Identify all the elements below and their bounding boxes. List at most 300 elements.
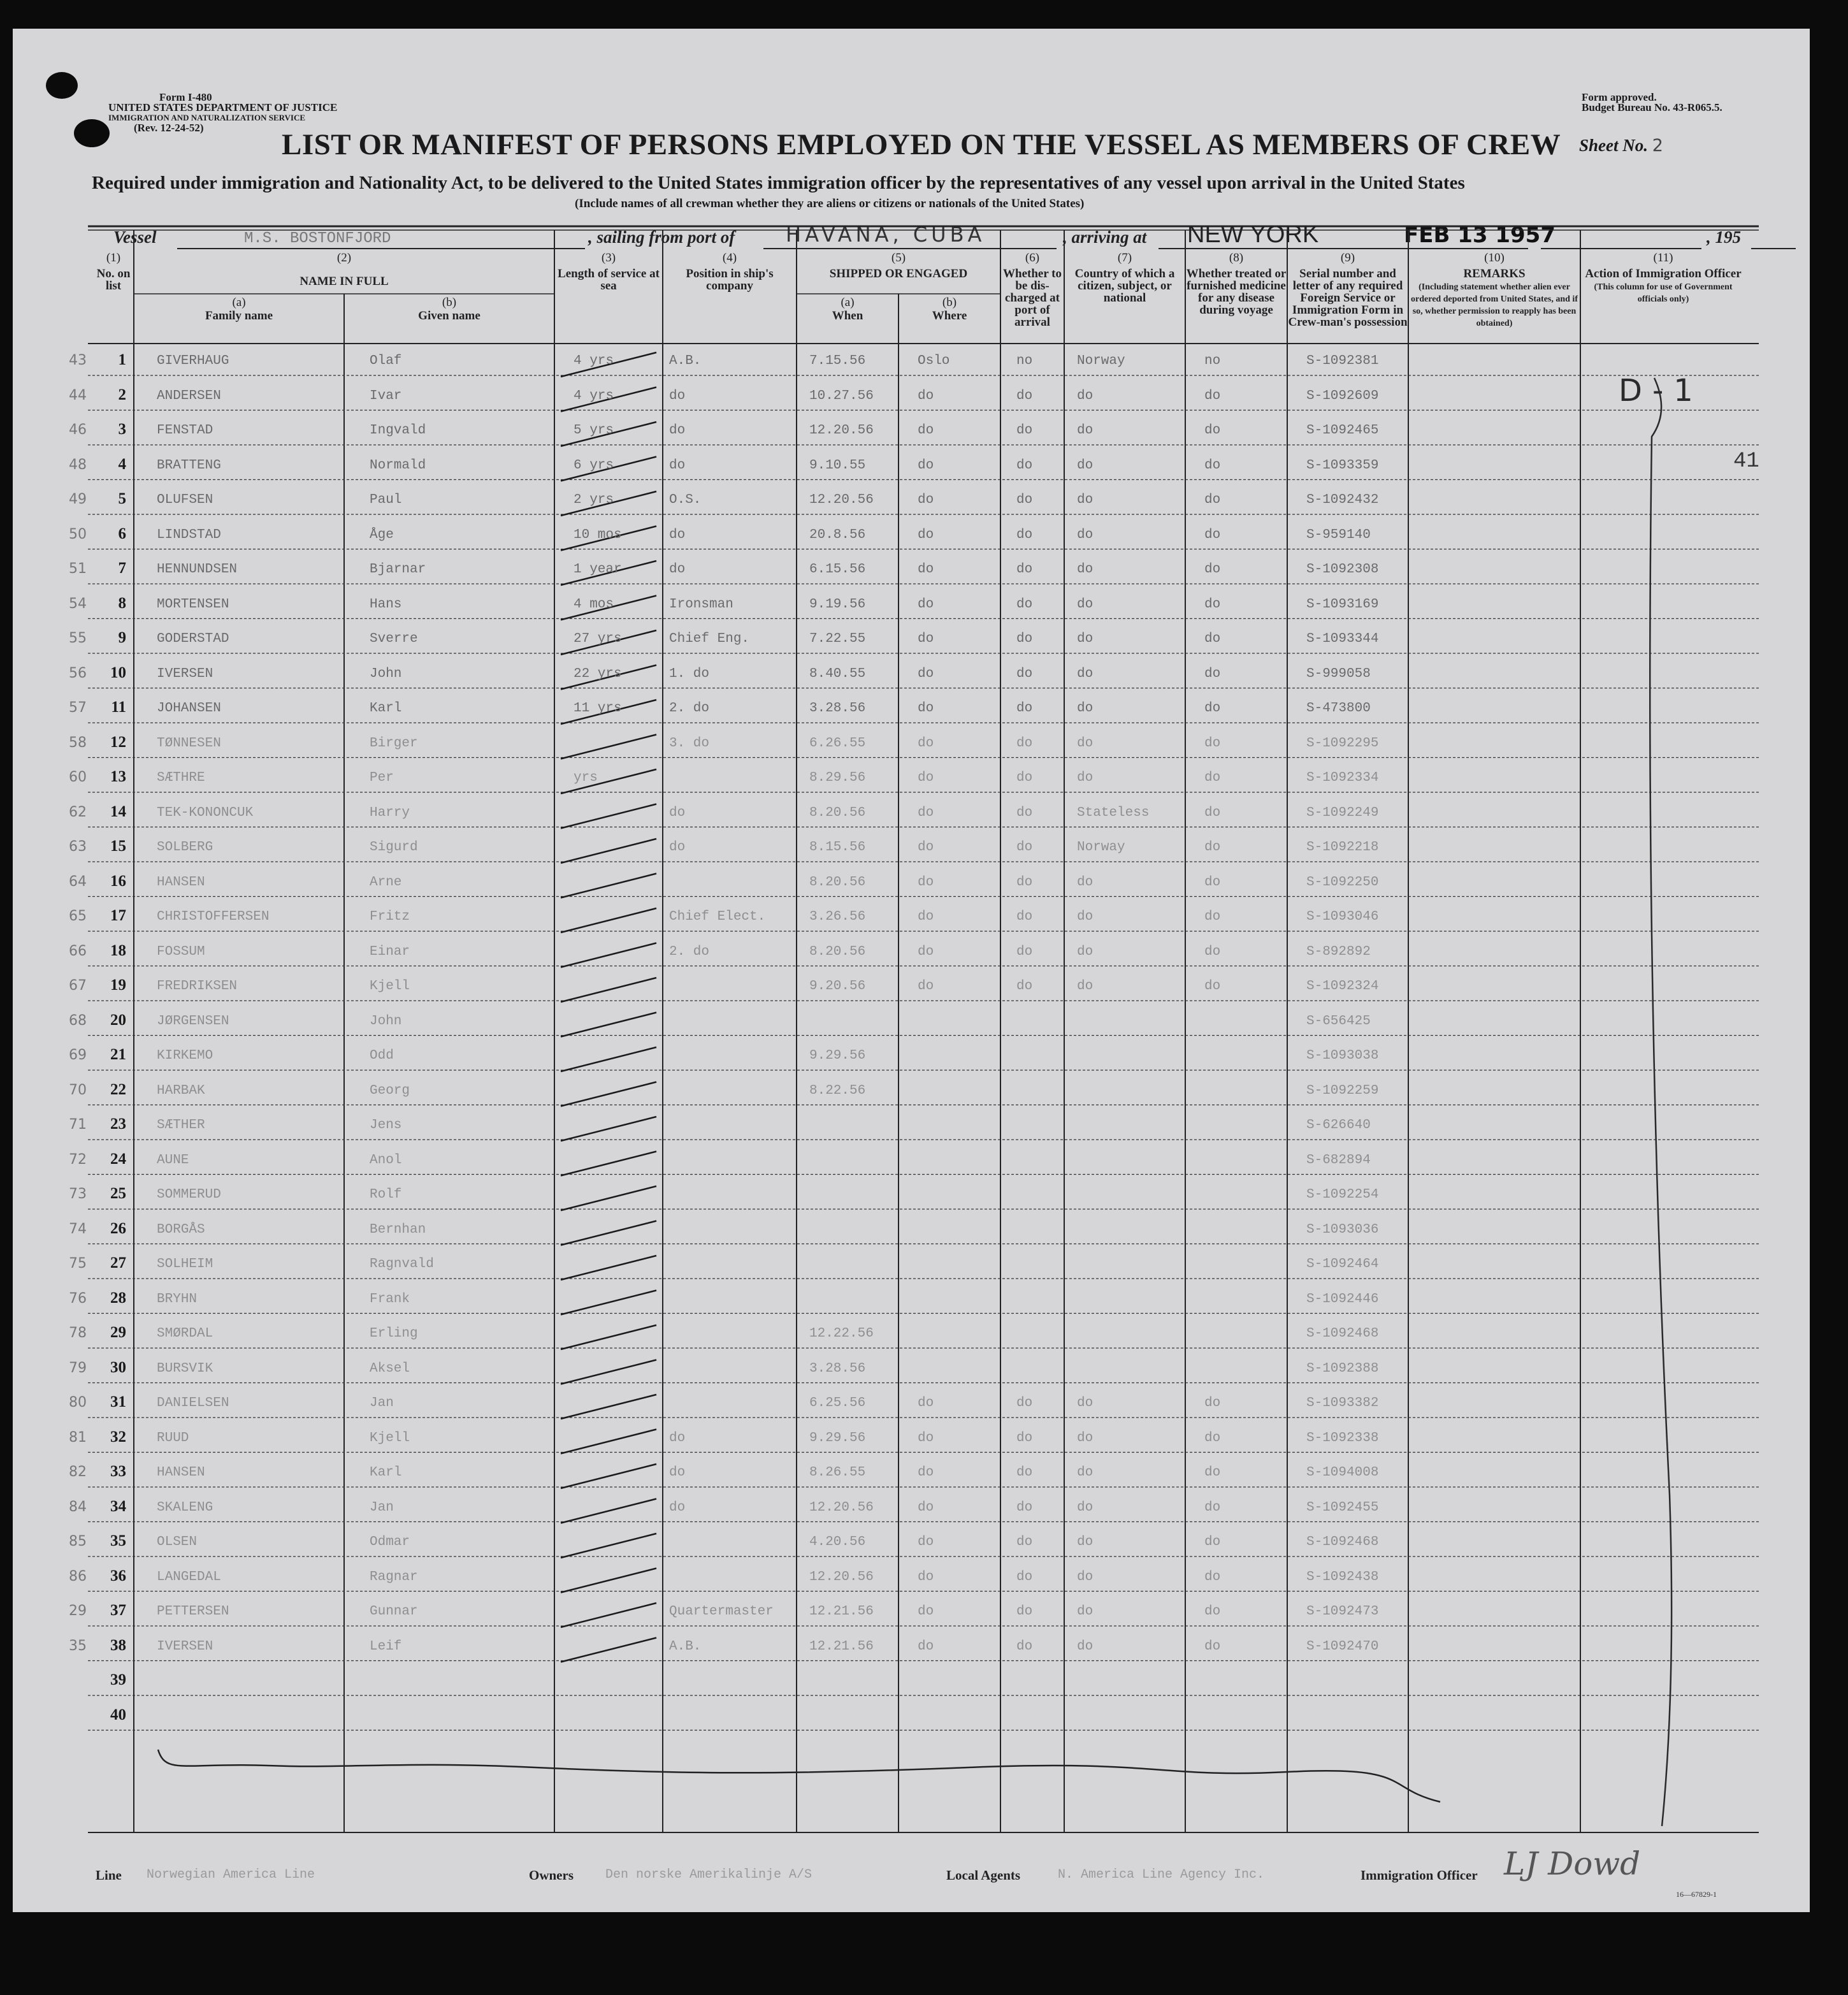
cell-country: do <box>1077 771 1094 785</box>
cell-given: Harry <box>370 805 410 820</box>
cell-where: do <box>918 701 934 716</box>
cell-position: do <box>669 562 686 577</box>
cell-where: do <box>918 1569 934 1585</box>
cell-medicine: do <box>1204 1639 1221 1654</box>
table-row <box>13 1488 1810 1522</box>
cell-given: Jan <box>370 1396 394 1411</box>
table-row <box>13 584 1810 619</box>
cell-family: HANSEN <box>157 874 205 890</box>
table-row <box>13 1522 1810 1556</box>
manifest-sheet <box>13 29 1810 1912</box>
cell-serial: S-1093382 <box>1306 1396 1379 1411</box>
cell-country: do <box>1077 527 1094 542</box>
row-number: 1 <box>118 351 126 368</box>
cell-length: 11 yrs <box>574 701 622 716</box>
pencil-number: 35 <box>69 1637 87 1654</box>
cell-length: 22 yrs <box>574 666 622 681</box>
cell-serial: S-1093038 <box>1306 1048 1379 1063</box>
row-number: 5 <box>118 490 126 507</box>
cell-country: do <box>1077 979 1094 994</box>
pencil-number: 74 <box>69 1221 87 1237</box>
cell-given: Paul <box>370 493 402 507</box>
cell-when: 12.20.56 <box>809 1500 874 1515</box>
cell-family: BRYHN <box>157 1291 198 1307</box>
cell-position: Chief Elect. <box>669 910 766 924</box>
cell-length: 1 year <box>574 562 622 577</box>
cell-medicine: do <box>1204 805 1221 820</box>
cell-country: do <box>1077 736 1094 751</box>
col-head-4: (4) Position in ship's company <box>686 251 774 293</box>
cell-discharged: do <box>1016 1500 1033 1515</box>
table-row <box>13 1105 1810 1140</box>
pencil-number: 84 <box>69 1498 87 1515</box>
cell-family: BRATTENG <box>157 458 221 473</box>
row-number: 35 <box>110 1532 126 1549</box>
cell-when: 3.28.56 <box>809 701 866 716</box>
table-row <box>13 1592 1810 1626</box>
table-row <box>13 410 1810 445</box>
cell-where: do <box>918 1639 934 1654</box>
budget-bureau: Budget Bureau No. 43-R065.5. <box>1582 101 1722 113</box>
cell-given: Åge <box>370 527 394 542</box>
cell-serial: S-1092218 <box>1306 840 1379 855</box>
pencil-number: 68 <box>69 1012 87 1029</box>
cell-given: Jens <box>370 1118 402 1133</box>
table-row <box>13 827 1810 862</box>
pencil-number: 48 <box>69 456 87 473</box>
cell-discharged: do <box>1016 1639 1033 1654</box>
cell-position: do <box>669 805 686 820</box>
pencil-number: 49 <box>69 491 87 507</box>
cell-given: Ingvald <box>370 423 426 438</box>
line-name: Norwegian America Line <box>147 1868 315 1882</box>
cell-family: SMØRDAL <box>157 1326 213 1341</box>
cell-serial: S-1092470 <box>1306 1639 1379 1654</box>
cell-position: Chief Eng. <box>669 632 750 646</box>
cell-discharged: do <box>1016 493 1033 507</box>
table-row <box>13 1314 1810 1348</box>
cell-medicine: do <box>1204 1465 1221 1480</box>
row-number: 26 <box>110 1219 126 1237</box>
cell-where: do <box>918 805 934 820</box>
pencil-number: 63 <box>69 839 87 855</box>
cell-serial: S-999058 <box>1306 666 1371 681</box>
cell-serial: S-656425 <box>1306 1013 1371 1029</box>
cell-length: 4 mos <box>574 597 614 612</box>
cell-given: Erling <box>370 1326 418 1341</box>
row-number: 38 <box>110 1636 126 1654</box>
cell-when: 8.20.56 <box>809 805 866 820</box>
cell-serial: S-1092250 <box>1306 874 1379 890</box>
cell-family: FENSTAD <box>157 423 213 438</box>
vessel-label: Vessel <box>113 228 157 247</box>
cell-country: do <box>1077 1535 1094 1549</box>
table-row <box>13 341 1810 375</box>
cell-family: GIVERHAUG <box>157 354 229 368</box>
cell-medicine: do <box>1204 910 1221 924</box>
col-head-3: (3) Length of service at sea <box>558 251 660 293</box>
cell-given: Kjell <box>370 979 410 994</box>
approval-line: Form approved. <box>1582 91 1657 103</box>
cell-when: 8.26.55 <box>809 1465 866 1480</box>
cell-family: RUUD <box>157 1430 189 1446</box>
department: UNITED STATES DEPARTMENT OF JUSTICE <box>108 101 338 113</box>
cell-position: Ironsman <box>669 597 733 612</box>
cell-given: Ivar <box>370 388 402 403</box>
sailing-label: , sailing from port of <box>588 228 735 247</box>
row-number: 39 <box>110 1671 126 1688</box>
row-number: 19 <box>110 976 126 994</box>
cell-where: do <box>918 423 934 438</box>
cell-where: do <box>918 1465 934 1480</box>
pencil-number: 80 <box>69 1395 87 1411</box>
cell-given: Sigurd <box>370 840 418 855</box>
cell-serial: S-1092308 <box>1306 562 1379 577</box>
cell-serial: S-959140 <box>1306 527 1371 542</box>
table-row <box>13 1418 1810 1453</box>
row-number: 28 <box>110 1289 126 1307</box>
cell-length: 4 yrs <box>574 354 614 368</box>
cell-where: do <box>918 493 934 507</box>
cell-country: do <box>1077 1465 1094 1480</box>
cell-family: SOLBERG <box>157 840 213 855</box>
cell-discharged: do <box>1016 1430 1033 1446</box>
cell-medicine: no <box>1204 354 1221 368</box>
pencil-number: 72 <box>69 1151 87 1168</box>
cell-where: do <box>918 874 934 890</box>
col-head-5b: (b) Where <box>932 296 967 323</box>
cell-given: Karl <box>370 701 402 716</box>
cell-country: do <box>1077 701 1094 716</box>
print-code: 16—67829-1 <box>1676 1890 1717 1899</box>
row-number: 31 <box>110 1393 126 1411</box>
officer-label: Immigration Officer <box>1361 1868 1478 1883</box>
row-number: 12 <box>110 733 126 751</box>
cell-serial: S-1092338 <box>1306 1430 1379 1446</box>
cell-where: do <box>918 666 934 681</box>
cell-when: 9.20.56 <box>809 979 866 994</box>
cell-medicine: do <box>1204 458 1221 473</box>
cell-country: Norway <box>1077 840 1125 855</box>
cell-serial: S-626640 <box>1306 1118 1371 1133</box>
cell-serial: S-1093344 <box>1306 632 1379 646</box>
cell-family: AUNE <box>157 1152 189 1168</box>
pencil-number: 60 <box>69 769 87 785</box>
pencil-number: 85 <box>69 1534 87 1549</box>
cell-given: Gunnar <box>370 1604 418 1619</box>
officer-action-mark: D-1 <box>1619 373 1703 409</box>
cell-when: 8.40.55 <box>809 666 866 681</box>
cell-serial: S-1094008 <box>1306 1465 1379 1480</box>
cell-given: Birger <box>370 736 418 751</box>
arrival-date-stamp: FEB 13 1957 <box>1404 222 1556 248</box>
table-row <box>13 932 1810 966</box>
pencil-number: 55 <box>69 630 87 646</box>
col-head-5: (5) SHIPPED OR ENGAGED <box>829 251 968 280</box>
cell-given: Anol <box>370 1152 402 1168</box>
arriving-label: , arriving at <box>1063 228 1147 247</box>
cell-when: 6.15.56 <box>809 562 866 577</box>
page-title: LIST OR MANIFEST OF PERSONS EMPLOYED ON THE VESSEL AS MEMBERS OF CREW <box>282 128 1561 161</box>
cell-country: do <box>1077 493 1094 507</box>
col-head-7: (7) Country of which a citizen, subject, or national <box>1074 251 1175 305</box>
cell-when: 9.19.56 <box>809 597 866 612</box>
arrival-port: NEW YORK <box>1187 221 1319 248</box>
cell-family: OLUFSEN <box>157 493 213 507</box>
cell-given: Odd <box>370 1048 394 1063</box>
cell-country: do <box>1077 874 1094 890</box>
cell-when: 12.20.56 <box>809 493 874 507</box>
cell-length: 4 yrs <box>574 388 614 403</box>
cell-family: JØRGENSEN <box>157 1013 229 1029</box>
pencil-number: 56 <box>69 665 87 681</box>
row-number: 11 <box>111 699 126 716</box>
cell-medicine: do <box>1204 597 1221 612</box>
row-number: 13 <box>110 768 126 785</box>
cell-serial: S-1092381 <box>1306 354 1379 368</box>
cell-medicine: do <box>1204 493 1221 507</box>
cell-given: John <box>370 666 402 681</box>
cell-discharged: do <box>1016 597 1033 612</box>
cell-length: yrs <box>574 771 598 785</box>
cell-discharged: do <box>1016 979 1033 994</box>
sheet-label: Sheet No. <box>1579 136 1648 155</box>
cell-country: do <box>1077 1604 1094 1619</box>
table-row <box>13 1349 1810 1383</box>
cell-country: Stateless <box>1077 805 1150 820</box>
cell-serial: S-1092609 <box>1306 388 1379 403</box>
cell-position: 3. do <box>669 736 710 751</box>
cell-medicine: do <box>1204 527 1221 542</box>
cell-where: do <box>918 1500 934 1515</box>
cell-medicine: do <box>1204 874 1221 890</box>
cell-length: 2 yrs <box>574 493 614 507</box>
cell-country: do <box>1077 388 1094 403</box>
table-row <box>13 1661 1810 1695</box>
cell-position: 2. do <box>669 944 710 959</box>
row-number: 29 <box>110 1324 126 1341</box>
row-number: 36 <box>110 1567 126 1585</box>
cell-where: Oslo <box>918 354 950 368</box>
cell-family: HANSEN <box>157 1465 205 1480</box>
cell-discharged: do <box>1016 840 1033 855</box>
col-head-8: (8) Whether treated or furnished medicine for any disease during voyage <box>1186 251 1287 317</box>
pencil-number: 79 <box>69 1360 87 1376</box>
pencil-number: 78 <box>69 1325 87 1341</box>
cell-length: 10 mos <box>574 527 622 542</box>
cell-family: KIRKEMO <box>157 1048 213 1063</box>
cell-position: do <box>669 1500 686 1515</box>
table-row <box>13 1244 1810 1279</box>
table-row <box>13 793 1810 827</box>
cell-family: LANGEDAL <box>157 1569 221 1585</box>
cell-where: do <box>918 388 934 403</box>
pencil-number: 82 <box>69 1464 87 1480</box>
cell-medicine: do <box>1204 423 1221 438</box>
cell-family: SOMMERUD <box>157 1187 221 1202</box>
cell-family: TEK-KONONCUK <box>157 805 254 820</box>
pencil-number: 86 <box>69 1568 87 1585</box>
cell-serial: S-1092295 <box>1306 736 1379 751</box>
cell-given: Georg <box>370 1083 410 1098</box>
row-number: 16 <box>110 872 126 890</box>
cell-given: Rolf <box>370 1187 402 1202</box>
cell-discharged: do <box>1016 1465 1033 1480</box>
cell-length: 27 yrs <box>574 632 622 646</box>
table-row <box>13 1383 1810 1418</box>
row-number: 33 <box>110 1463 126 1480</box>
cell-when: 7.22.55 <box>809 632 866 646</box>
col-head-9: (9) Serial number and letter of any required Foreign Service or Immigration Form in Crew-man's possession <box>1288 251 1408 329</box>
cell-when: 6.26.55 <box>809 736 866 751</box>
cell-family: BURSVIK <box>157 1361 213 1376</box>
cell-medicine: do <box>1204 1604 1221 1619</box>
cell-where: do <box>918 597 934 612</box>
cell-where: do <box>918 771 934 785</box>
cell-family: LINDSTAD <box>157 527 221 542</box>
pencil-number: 46 <box>69 422 87 438</box>
cell-family: IVERSEN <box>157 666 213 681</box>
row-number: 7 <box>118 560 126 577</box>
row-number: 3 <box>118 421 126 438</box>
cell-discharged: do <box>1016 1396 1033 1411</box>
cell-when: 8.15.56 <box>809 840 866 855</box>
col-head-2a: (a) Family name <box>205 296 273 323</box>
table-row <box>13 654 1810 688</box>
cell-discharged: do <box>1016 562 1033 577</box>
cell-serial: S-1092455 <box>1306 1500 1379 1515</box>
col-head-2: (2) NAME IN FULL <box>300 251 389 288</box>
cell-discharged: do <box>1016 736 1033 751</box>
cell-serial: S-1092249 <box>1306 805 1379 820</box>
table-row <box>13 897 1810 931</box>
cell-when: 8.22.56 <box>809 1083 866 1098</box>
cell-when: 8.20.56 <box>809 874 866 890</box>
cell-given: Fritz <box>370 910 410 924</box>
cell-position: do <box>669 840 686 855</box>
cell-serial: S-892892 <box>1306 944 1371 959</box>
row-number: 24 <box>110 1150 126 1168</box>
pencil-number: 57 <box>69 700 87 716</box>
cell-position: do <box>669 388 686 403</box>
cell-medicine: do <box>1204 666 1221 681</box>
cell-medicine: do <box>1204 701 1221 716</box>
cell-where: do <box>918 736 934 751</box>
cell-when: 12.21.56 <box>809 1639 874 1654</box>
cell-discharged: do <box>1016 1604 1033 1619</box>
cell-given: John <box>370 1013 402 1029</box>
line-label: Line <box>96 1868 122 1883</box>
cell-given: Karl <box>370 1465 402 1480</box>
subtitle: Required under immigration and Nationality Act, to be delivered to the United States immigration officer by the representatives of any vessel upon arrival in the United States <box>92 173 1465 193</box>
cell-family: BORGÅS <box>157 1222 205 1237</box>
cell-medicine: do <box>1204 944 1221 959</box>
cell-position: do <box>669 423 686 438</box>
cell-discharged: do <box>1016 874 1033 890</box>
cell-where: do <box>918 1396 934 1411</box>
cell-serial: S-1092324 <box>1306 979 1379 994</box>
cell-family: SÆTHER <box>157 1118 205 1133</box>
cell-medicine: do <box>1204 1430 1221 1446</box>
cell-given: Bernhan <box>370 1222 426 1237</box>
cell-when: 8.20.56 <box>809 944 866 959</box>
cell-when: 9.10.55 <box>809 458 866 473</box>
cell-position: Quartermaster <box>669 1604 774 1619</box>
cell-serial: S-1092432 <box>1306 493 1379 507</box>
cell-given: Ragnvald <box>370 1257 434 1272</box>
cell-where: do <box>918 910 934 924</box>
cell-where: do <box>918 1535 934 1549</box>
pencil-number: 66 <box>69 943 87 959</box>
cell-discharged: do <box>1016 423 1033 438</box>
cell-family: DANIELSEN <box>157 1396 229 1411</box>
row-number: 10 <box>110 664 126 681</box>
cell-serial: S-473800 <box>1306 701 1371 716</box>
revision: (Rev. 12-24-52) <box>134 122 204 134</box>
cell-country: do <box>1077 666 1094 681</box>
cell-family: JOHANSEN <box>157 701 221 716</box>
cell-medicine: do <box>1204 979 1221 994</box>
cell-medicine: do <box>1204 1535 1221 1549</box>
cell-serial: S-682894 <box>1306 1152 1371 1168</box>
pencil-number: 69 <box>69 1047 87 1063</box>
cell-when: 9.29.56 <box>809 1048 866 1063</box>
cell-position: A.B. <box>669 354 702 368</box>
row-number: 22 <box>110 1080 126 1098</box>
col-head-11: (11) Action of Immigration Officer (This column for use of Government officials only) <box>1585 251 1742 304</box>
pencil-number: 75 <box>69 1256 87 1272</box>
table-row <box>13 376 1810 410</box>
row-number: 17 <box>110 907 126 924</box>
cell-given: Einar <box>370 944 410 959</box>
cell-medicine: do <box>1204 632 1221 646</box>
cell-given: Olaf <box>370 354 402 368</box>
cell-where: do <box>918 979 934 994</box>
cell-family: IVERSEN <box>157 1639 213 1654</box>
row-number: 23 <box>110 1115 126 1133</box>
cell-serial: S-1092468 <box>1306 1535 1379 1549</box>
cell-serial: S-1092388 <box>1306 1361 1379 1376</box>
agents-label: Local Agents <box>946 1868 1021 1883</box>
cell-given: Jan <box>370 1500 394 1515</box>
cell-family: FREDRIKSEN <box>157 979 238 994</box>
cell-where: do <box>918 1604 934 1619</box>
row-number: 27 <box>110 1254 126 1272</box>
table-row <box>13 1210 1810 1244</box>
officer-signature: LJ Dowd <box>1504 1845 1641 1882</box>
cell-position: 2. do <box>669 701 710 716</box>
table-row <box>13 619 1810 653</box>
cell-family: CHRISTOFFERSEN <box>157 910 270 924</box>
cell-when: 7.15.56 <box>809 354 866 368</box>
cell-given: Aksel <box>370 1361 410 1376</box>
pencil-number: 67 <box>69 978 87 994</box>
cell-discharged: no <box>1016 354 1033 368</box>
cell-family: HENNUNDSEN <box>157 562 238 577</box>
cell-position: do <box>669 1430 686 1446</box>
vessel-name: M.S. BOSTONFJORD <box>244 230 391 247</box>
table-row <box>13 1557 1810 1592</box>
cell-serial: S-1093359 <box>1306 458 1379 473</box>
cell-given: Bjarnar <box>370 562 426 577</box>
cell-serial: S-1092438 <box>1306 1569 1379 1585</box>
cell-when: 8.29.56 <box>809 771 866 785</box>
year-label: , 195 <box>1707 228 1741 247</box>
cell-family: HARBAK <box>157 1083 205 1098</box>
cell-country: do <box>1077 1639 1094 1654</box>
pencil-number: 54 <box>69 595 87 612</box>
row-number: 34 <box>110 1497 126 1515</box>
